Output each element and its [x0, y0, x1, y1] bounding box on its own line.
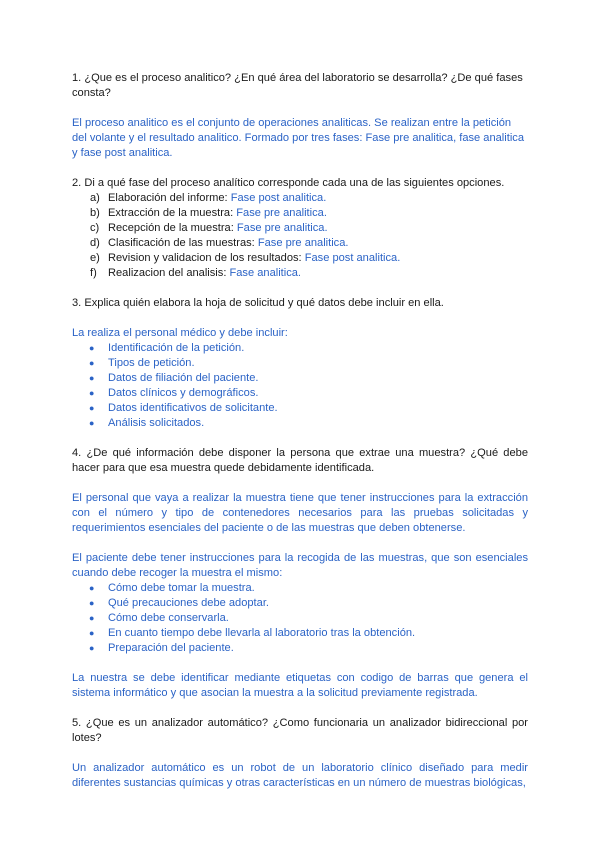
list-marker: d) [90, 237, 100, 249]
bullet-icon: ● [89, 403, 95, 413]
list-item [72, 341, 528, 356]
list-item-label: Recepción de la muestra: [108, 222, 237, 234]
bullet-icon: ● [89, 358, 95, 368]
list-item [72, 581, 528, 596]
bullet-icon: ● [89, 373, 95, 383]
list-item-answer: Fase post analitica. [304, 252, 401, 264]
list-marker: c) [90, 222, 100, 234]
list-item-label: Extracción de la muestra: [108, 207, 237, 219]
bullet-icon: ● [89, 418, 95, 428]
list-item-label: Clasificación de las muestras: [108, 237, 258, 249]
list-item-label: Revision y validacion de los resultados: [108, 252, 305, 264]
list-item-answer: Fase pre analitica. [236, 207, 327, 219]
list-item [72, 236, 528, 251]
list-item-answer: Fase analitica. [229, 267, 302, 279]
list-item-label: Realizacion del analisis: [108, 267, 230, 279]
list-item-answer: Fase post analitica. [230, 192, 327, 204]
list-item-text: Qué precauciones debe adoptar. [108, 597, 269, 609]
bullet-icon: ● [89, 613, 95, 623]
list-item-answer: Fase pre analitica. [257, 237, 349, 249]
list-item-text: Cómo debe tomar la muestra. [108, 582, 255, 594]
list-item-text: Tipos de petición. [108, 357, 195, 369]
list-item-label: Elaboración del informe: [108, 192, 231, 204]
list-item-text: Cómo debe conservarla. [108, 612, 229, 624]
list-marker: b) [90, 207, 100, 219]
question-1: 1. ¿Que es el proceso analitico? ¿En qué área del laboratorio se desarrolla? ¿De qué fases consta? [72, 72, 523, 99]
list-item [72, 401, 528, 416]
phase-list [72, 191, 528, 281]
question-2: 2. Di a qué fase del proceso analítico corresponde cada una de las siguientes opciones. [72, 177, 505, 189]
request-data-list [72, 341, 528, 431]
answer-4-para-3: La nuestra se debe identificar mediante etiquetas con codigo de barras que genera el sistema informático y que asocian la muestra a la solicitud previamente registrada. [72, 672, 528, 699]
list-item [72, 416, 528, 431]
list-marker: e) [90, 252, 100, 264]
question-3: 3. Explica quién elabora la hoja de solicitud y qué datos debe incluir en ella. [72, 297, 444, 309]
list-item-text: Datos identificativos de solicitante. [108, 402, 278, 414]
answer-4-para-2: El paciente debe tener instrucciones para la recogida de las muestras, que son esenciales cuando debe recoger la muestra el mismo: [72, 552, 528, 579]
list-item-text: Preparación del paciente. [108, 642, 234, 654]
list-item-text: Datos de filiación del paciente. [108, 372, 259, 384]
document-page [72, 71, 528, 791]
list-item [72, 626, 528, 641]
list-item-text: En cuanto tiempo debe llevarla al laboratorio tras la obtención. [108, 627, 416, 639]
question-4: 4. ¿De qué información debe disponer la persona que extrae una muestra? ¿Qué debe hacer para que esa muestra quede debidamente identificada. [72, 447, 528, 474]
list-item [72, 641, 528, 656]
list-item-text: Datos clínicos y demográficos. [108, 387, 259, 399]
list-item-text: Análisis solicitados. [108, 417, 205, 429]
list-item [72, 206, 528, 221]
list-item [72, 266, 528, 281]
list-item [72, 386, 528, 401]
answer-4-para-1: El personal que vaya a realizar la muestra tiene que tener instrucciones para la extracción con el número y tipo de contenedores necesarios para las pruebas solicitadas y requerimientos esenciales del paciente o de las muestras que deben obtenerse. [72, 492, 528, 534]
bullet-icon: ● [89, 643, 95, 653]
answer-1: El proceso analitico es el conjunto de operaciones analiticas. Se realizan entre la petición del volante y el resultado analitico. Formado por tres fases: Fase pre analitica, fase analitica y fase post analitica. [72, 117, 524, 159]
bullet-icon: ● [89, 343, 95, 353]
list-item [72, 596, 528, 611]
list-item [72, 191, 528, 206]
list-item [72, 356, 528, 371]
bullet-icon: ● [89, 598, 95, 608]
patient-instructions-list [72, 581, 528, 656]
list-item [72, 221, 528, 236]
bullet-icon: ● [89, 388, 95, 398]
list-item-answer: Fase pre analitica. [236, 222, 328, 234]
list-item [72, 611, 528, 626]
bullet-icon: ● [89, 583, 95, 593]
list-item-text: Identificación de la petición. [108, 342, 245, 354]
list-marker: f) [90, 267, 97, 279]
bullet-icon: ● [89, 628, 95, 638]
list-item [72, 251, 528, 266]
list-item [72, 371, 528, 386]
answer-5: Un analizador automático es un robot de un laboratorio clínico diseñado para medir diferentes sustancias químicas y otras características en un número de muestras biológicas, [72, 762, 528, 789]
list-marker: a) [90, 192, 100, 204]
question-5: 5. ¿Que es un analizador automático? ¿Como funcionaria un analizador bidireccional por lotes? [72, 717, 528, 744]
answer-3-intro: La realiza el personal médico y debe incluir: [72, 327, 288, 339]
